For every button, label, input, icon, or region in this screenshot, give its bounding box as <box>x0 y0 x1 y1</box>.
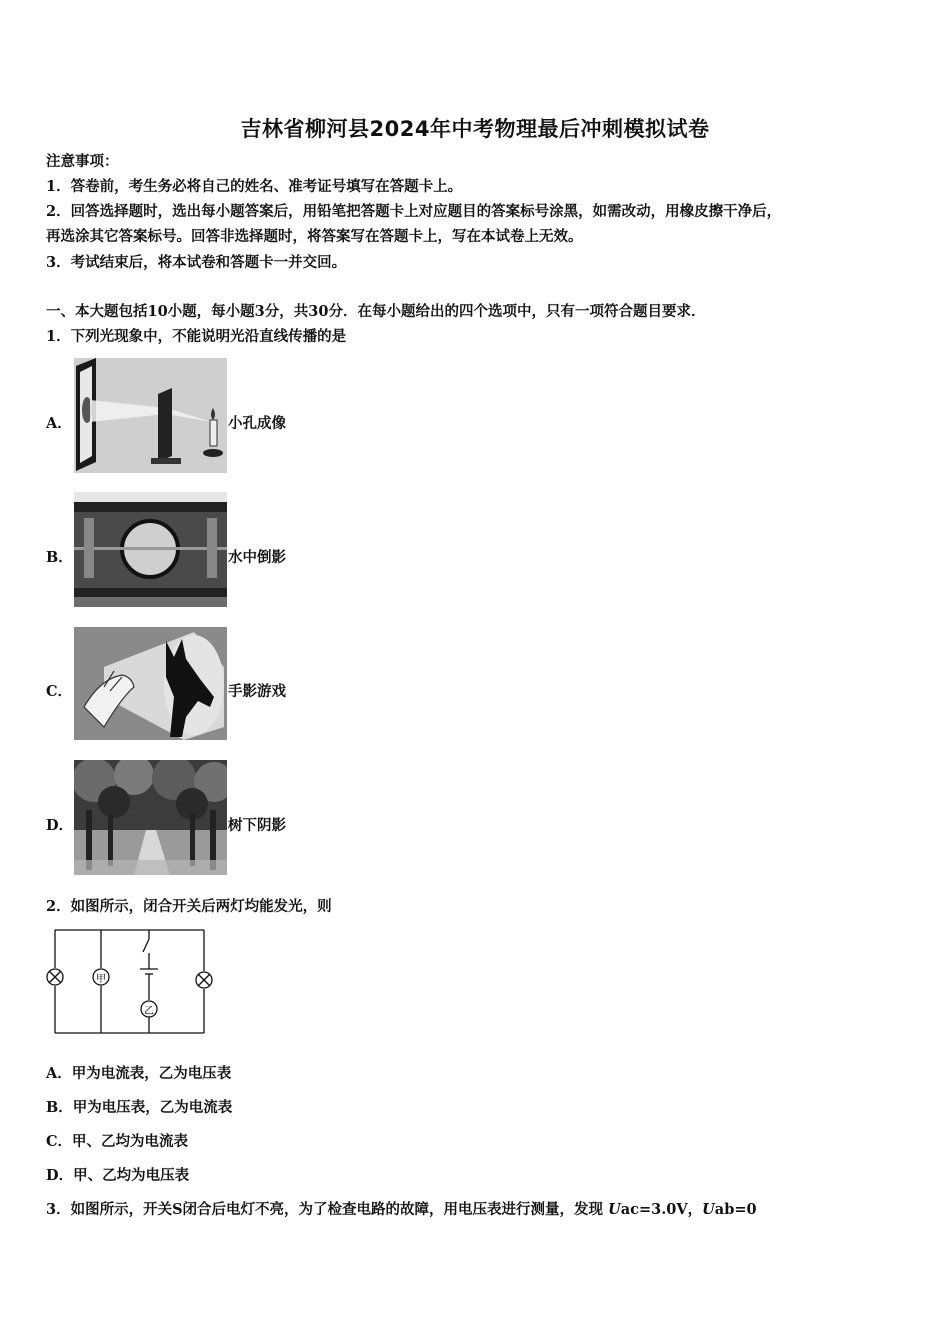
notes-heading: 注意事项： <box>46 153 119 170</box>
question-3-text: 3．如图所示，开关S闭合后电灯不亮，为了检查电路的故障，用电压表进行测量，发现 <box>46 1201 609 1218</box>
page-title: 吉林省柳河县2024年中考物理最后冲刺模拟试卷 <box>240 117 710 141</box>
option-d-letter: D． <box>46 817 74 834</box>
tree-shadow-image <box>74 760 227 875</box>
notes-item: 3．考试结束后，将本试卷和答题卡一并交回。 <box>46 254 347 271</box>
section-heading: 一、本大题包括10小题，每小题3分，共30分．在每小题给出的四个选项中，只有一项符合题目要求． <box>46 303 706 320</box>
water-reflection-image <box>74 492 227 607</box>
question-2-stem: 2．如图所示，闭合开关后两灯均能发光，则 <box>46 898 332 915</box>
notes-item: 1．答卷前，考生务必将自己的姓名、准考证号填写在答题卡上。 <box>46 178 463 195</box>
meter-yi-label: 乙 <box>144 1006 154 1017</box>
voltage-value-ab: =0 <box>734 1201 757 1218</box>
question-2-option-d: D．甲、乙均为电压表 <box>46 1167 190 1184</box>
question-2-option-a: A．甲为电流表，乙为电压表 <box>46 1065 232 1082</box>
pinhole-imaging-image <box>74 358 227 473</box>
option-c-caption: 手影游戏 <box>228 683 286 700</box>
option-d-caption: 树下阴影 <box>228 817 286 834</box>
circuit-diagram <box>44 925 214 1037</box>
option-b-caption: 水中倒影 <box>228 549 286 566</box>
question-1-stem: 1．下列光现象中，不能说明光沿直线传播的是 <box>46 328 347 345</box>
voltage-subscript: ab <box>714 1201 735 1218</box>
question-2-option-b: B．甲为电压表，乙为电流表 <box>46 1099 233 1116</box>
voltage-symbol: U <box>608 1201 621 1218</box>
option-a-letter: A． <box>46 415 72 432</box>
separator: ， <box>687 1201 703 1218</box>
question-2-option-c: C．甲、乙均为电流表 <box>46 1133 189 1150</box>
hand-shadow-image <box>74 627 227 740</box>
voltage-value-ac: =3.0V <box>639 1201 688 1218</box>
notes-item: 2．回答选择题时，选出每小题答案后，用铅笔把答题卡上对应题目的答案标号涂黑，如需改动，用橡皮擦干净后， <box>46 203 782 220</box>
voltage-subscript: ac <box>620 1201 639 1218</box>
voltage-symbol: U <box>702 1201 715 1218</box>
option-a-caption: 小孔成像 <box>228 415 286 432</box>
meter-jia-label: 甲 <box>96 974 106 985</box>
option-c-letter: C． <box>46 683 73 700</box>
question-3-stem <box>46 1201 757 1219</box>
option-b-letter: B． <box>46 549 73 566</box>
notes-item: 再选涂其它答案标号。回答非选择题时，将答案写在答题卡上，写在本试卷上无效。 <box>46 228 583 245</box>
